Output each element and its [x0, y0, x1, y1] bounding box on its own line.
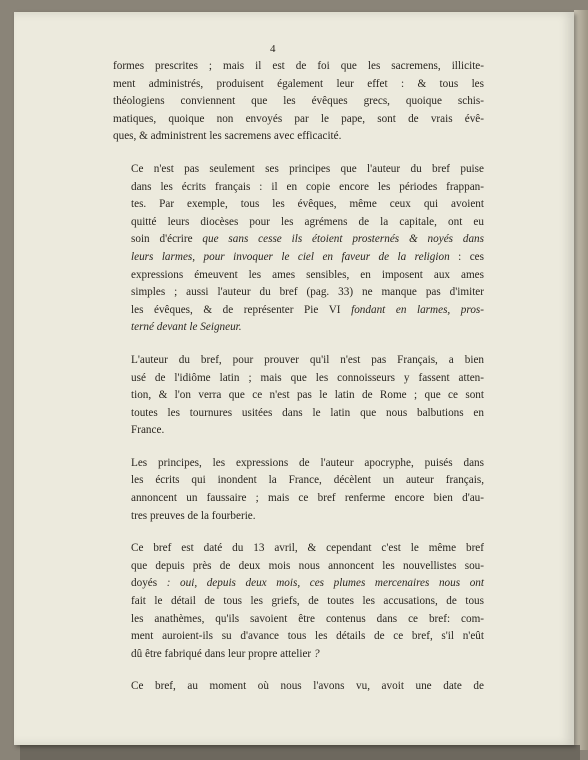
- text-line: les écrits qui inondent la France, décèlent un auteur français,: [131, 474, 484, 487]
- text-line: fait le détail de tous les griefs, de toutes les accusations, de tous: [131, 595, 484, 608]
- text-line: L'auteur du bref, pour prouver qu'il n'est pas Français, a bien: [131, 353, 484, 366]
- paragraph-4: [113, 455, 484, 525]
- text-line: Les principes, les expressions de l'auteur apocryphe, puisés dans: [131, 456, 484, 469]
- text-line: [113, 319, 484, 337]
- italic-colon: : oui, depuis deux mois, ces plumes mercenaires nous ont: [166, 577, 484, 590]
- text-run: soin d'écrire: [131, 233, 203, 246]
- paragraph-5: [113, 540, 484, 663]
- text-run: : ces: [449, 250, 484, 263]
- paragraph-6: [113, 678, 484, 696]
- text-run: dû être fabriqué dans leur propre attelier: [131, 647, 312, 660]
- text-line: formes prescrites ; mais il est de foi que les sacremens, illicite-: [113, 60, 484, 72]
- text-line: [113, 231, 484, 249]
- text-line: annoncent un faussaire ; mais ce bref renferme encore bien d'au-: [131, 492, 484, 505]
- text-line: Ce n'est pas seulement ses principes que l'auteur du bref puise: [131, 162, 484, 175]
- italic-quote: terné devant le Seigneur.: [131, 321, 242, 334]
- text-line: usé de l'idiôme latin ; mais que les connoisseurs y fassent atten-: [131, 371, 484, 384]
- text-line: tres preuves de la fourberie.: [131, 509, 256, 522]
- text-line: tion, & l'on verra que ce n'est pas le latin de Rome ; que ce sont: [131, 389, 484, 402]
- italic-quote: leurs larmes, pour invoquer le ciel en faveur de la religion: [131, 250, 450, 263]
- text-line: ment auroient-ils su d'avance tous les détails de ce bref, s'il n'eût: [131, 630, 484, 643]
- text-line: expressions émeuvent les ames sensibles, en imposent aux ames: [131, 268, 484, 281]
- italic-quote: fondant en larmes, pros-: [351, 303, 485, 316]
- italic-quote: que sans cesse ils étoient prosternés & noyés dans: [202, 233, 485, 246]
- text-line: [113, 646, 484, 664]
- text-line: simples ; aussi l'auteur du bref (pag. 33) ne manque pas d'imiter: [131, 286, 484, 299]
- text-line: dans les écrits français : il en copie encore les périodes frappan-: [131, 180, 484, 193]
- text-run: doyés: [131, 577, 167, 590]
- text-line: [113, 249, 484, 267]
- text-line: Ce bref est daté du 13 avril, & cependant c'est le même bref: [131, 542, 484, 555]
- text-line: théologiens conviennent que les évêques grecs, quoique schis-: [113, 95, 484, 108]
- text-run: les évêques, & de représenter Pie VI: [131, 303, 352, 316]
- text-line: les anathèmes, qu'ils savoient être contenus dans ce bref: com-: [131, 612, 484, 625]
- paragraph-2: [113, 161, 484, 337]
- italic-question-mark: ?: [311, 647, 320, 660]
- text-line: tes. Par exemple, tous les évêques, même ceux qui avoient: [131, 198, 484, 211]
- text-line: ment administrés, produisent également leur effet : & tous les: [113, 77, 484, 90]
- text-line: quitté leurs diocèses pour les agrémens de la capitale, ont eu: [131, 215, 484, 228]
- text-line: France.: [131, 424, 165, 437]
- page-edge-bottom: [20, 745, 580, 760]
- text-line: que depuis près de deux mois nous annoncent les nouvellistes sou-: [131, 559, 484, 572]
- page-number: 4: [270, 43, 276, 55]
- text-line: [113, 575, 484, 593]
- text-line: Ce bref, au moment où nous l'avons vu, avoit une date de: [131, 680, 484, 693]
- text-line: ques, & administrent les sacremens avec efficacité.: [113, 130, 342, 143]
- text-line: matiques, quoique non envoyés par le pape, sont de vrais évê-: [113, 112, 484, 125]
- paragraph-3: [113, 352, 484, 440]
- paragraph-1: [113, 58, 484, 146]
- page-edge-right: [574, 10, 588, 750]
- text-line: toutes les tournures usitées dans le latin que nous balbutions en: [131, 406, 484, 419]
- page-body: [113, 58, 484, 711]
- text-line: [113, 302, 484, 320]
